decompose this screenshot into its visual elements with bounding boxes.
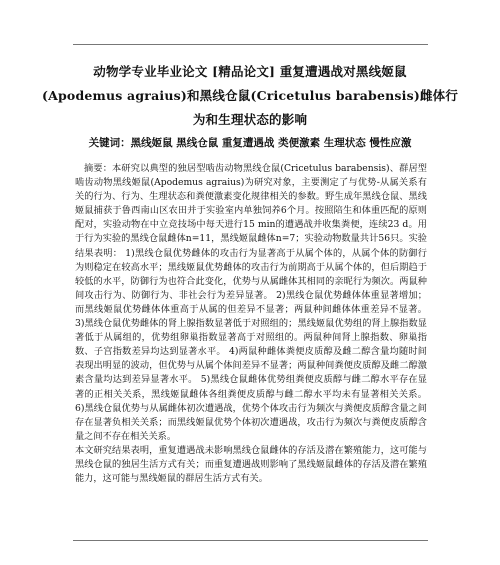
abstract-paragraph-2: 本文研究结果表明，重复遭遇战未影响黑线仓鼠雌体的存活及潜在繁殖能力，这可能与黑线仓鼠的独居生活方式有关；而重复遭遇战则影响了黑线姬鼠雌体的存活及潜在繁殖能力，这可能与黑线姬鼠的群居生活方式有关。 [75,444,427,485]
title-line-2: (Apodemus agraius)和黑线仓鼠(Cricetulus barabensis)雌体行 [41,88,459,103]
abstract-body [75,162,427,486]
paper-title [20,60,480,132]
header-rule [73,44,428,45]
footer-rule [73,540,428,541]
title-line-1: 动物学专业毕业论文 [精品论文] 重复遭遇战对黑线姬鼠 [93,64,407,79]
title-line-3: 为和生理状态的影响 [192,112,308,127]
keywords-line: 关键词：黑线姬鼠 黑线仓鼠 重复遭遇战 类便激素 生理状态 慢性应激 [88,137,412,149]
abstract-paragraph-1: 摘要：本研究以典型的独居型啮齿动物黑线仓鼠(Cricetulus barabensis)、群居型啮齿动物黑线姬鼠(Apodemus agraius)为研究对象，主要测定了与优势-从属关系有关的行为、行为、生理状态和粪便激素变化规律相关的参数。野生成年黑线仓鼠、黑线姬鼠捕获于鲁西南山区农田并于实验室内单独饲养6个月。按照陪生和体重匹配的原则配对，实验动物在中立竞技场中每天进行15 min的遭遇战并收集粪便，连续23 d。用于行为实验的黑线仓鼠雌体n=11，黑线姬鼠雌体n=7；实验动物数量共计56只。实验结果表明： 1)黑线仓鼠优势雌体的攻击行为显著高于从属个体的，从属个体的防御行为则稳定在较高水平；黑线姬鼠优势雌体的攻击行为前期高于从属个体的，但后期趋于较低的水平，防御行为也符合此变化，优势与从属雌体其相同的亲昵行为频次。两鼠种间攻击行为、防御行为、非社会行为差异显著。 2)黑线仓鼠优势雌体体重显著增加；而黑线姬鼠优势雌体体重高于从属的但差异不显著；两鼠种间雌体体重差异不显著。 3)黑线仓鼠优势雌体的肾上腺指数显著低于对照组的；黑线姬鼠优势组的肾上腺指数显著低于从属组的，优势组卵巢指数显著高于对照组的。两鼠种间肾上腺指数、卵巢指数、子宫指数差异均达到显著水平。 4)两鼠种雌体粪便皮质醇及雌二醇含量均随时间表现出明显的波动，但优势与从属个体间差异不显著；两鼠种间粪便皮质醇及雌二醇激素含量均达到差异显著水平。 5)黑线仓鼠雌体优势组粪便皮质醇与雌二醇水平存在显著的正相关关系，黑线姬鼠雌体各组粪便皮质醇与雌二醇水平均未有显著相关关系。 6)黑线仓鼠优势与从属雌体初次遭遇战，优势个体攻击行为频次与粪便皮质醇含量之间存在显著负相关关系；而黑线姬鼠优势个体初次遭遇战，攻击行为频次与粪便皮质醇含量之间不存在相关关系。 [75,163,427,442]
